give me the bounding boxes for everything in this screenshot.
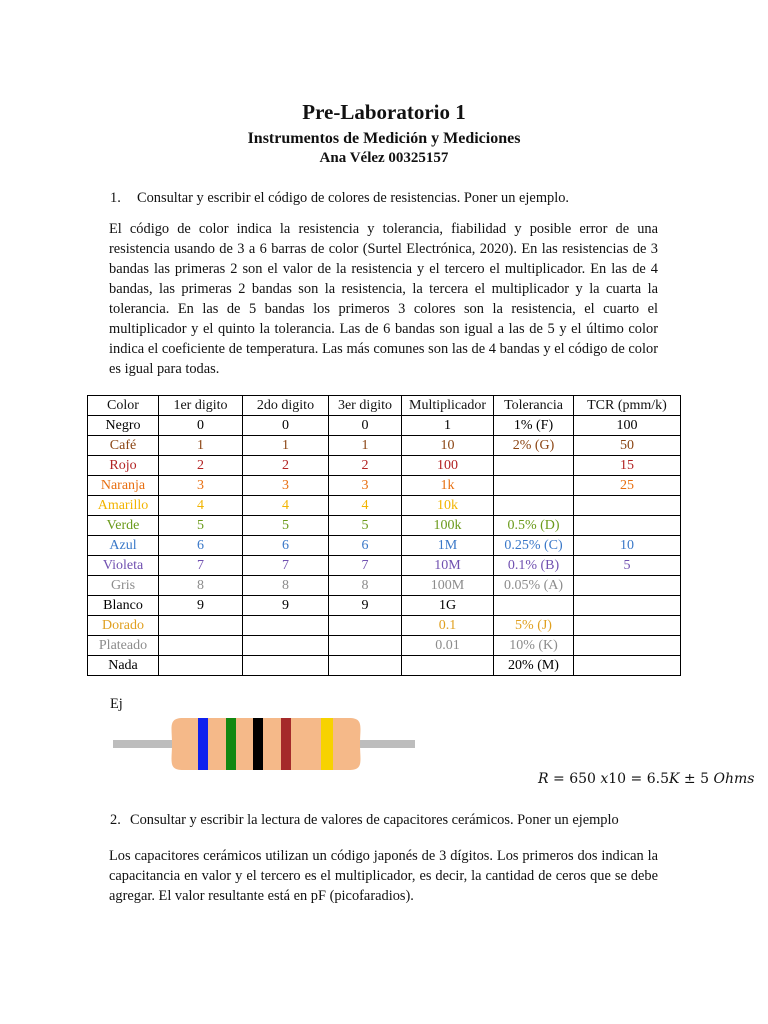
cell-multiplier: 100M xyxy=(402,576,494,596)
cell-digit-1: 4 xyxy=(159,496,243,516)
cell-color: Azul xyxy=(88,536,159,556)
cell-tcr: 10 xyxy=(574,536,681,556)
cell-tolerance: 0.25% (C) xyxy=(494,536,574,556)
cell-tolerance: 5% (J) xyxy=(494,616,574,636)
cell-tcr: 100 xyxy=(574,416,681,436)
cell-digit-1 xyxy=(159,616,243,636)
question-2-text: Consultar y escribir la lectura de valores de capacitores cerámicos. Poner un ejemplo xyxy=(130,812,619,828)
question-1-number: 1. xyxy=(110,190,121,206)
cell-multiplier: 0.1 xyxy=(402,616,494,636)
cell-tcr xyxy=(574,636,681,656)
cell-color: Gris xyxy=(88,576,159,596)
cell-digit-1: 1 xyxy=(159,436,243,456)
cell-tcr: 50 xyxy=(574,436,681,456)
header-tolerance: Tolerancia xyxy=(494,396,574,416)
table-row xyxy=(88,536,681,556)
cell-color: Blanco xyxy=(88,596,159,616)
table-row xyxy=(88,476,681,496)
cell-tcr xyxy=(574,576,681,596)
table-row xyxy=(88,436,681,456)
cell-digit-2: 9 xyxy=(243,596,329,616)
formula-equals-1: = xyxy=(553,771,565,787)
cell-tcr xyxy=(574,496,681,516)
cell-digit-2 xyxy=(243,656,329,676)
cell-digit-1: 0 xyxy=(159,416,243,436)
cell-digit-3: 4 xyxy=(329,496,402,516)
cell-digit-2: 4 xyxy=(243,496,329,516)
cell-color: Café xyxy=(88,436,159,456)
cell-color: Violeta xyxy=(88,556,159,576)
page-title: Pre-Laboratorio 1 xyxy=(302,100,466,124)
color-code-table xyxy=(87,395,681,676)
cell-tolerance: 10% (K) xyxy=(494,636,574,656)
table-row xyxy=(88,616,681,636)
cell-multiplier: 1M xyxy=(402,536,494,556)
cell-digit-3: 1 xyxy=(329,436,402,456)
cell-multiplier: 10M xyxy=(402,556,494,576)
cell-multiplier xyxy=(402,656,494,676)
cell-digit-2: 1 xyxy=(243,436,329,456)
question-1-answer: El código de color indica la resistencia y tolerancia, fiabilidad y posible error de una resistencia usando de 3 a 6 barras de color (Surtel Electrónica, 2020). En las resistencias de 3 bandas las primeras 2 son el valor de la resistencia y el tercero el multiplicador. En las de 4 bandas, las primeras 2 bandas son la resistencia, la tercera el multiplicador y la cuarta la tolerancia. En las de 5 bandas los primeros 3 colores son la resistencia, el cuarto el multiplicador y el quinto la tolerancia. Las de 6 bandas son igual a las de 5 y el último color indica el coeficiente de temperatura. Las más comunes son las de 4 bandas y el código de color es igual para todas. xyxy=(109,221,658,377)
cell-multiplier: 100k xyxy=(402,516,494,536)
cell-digit-3 xyxy=(329,636,402,656)
author-line: Ana Vélez 00325157 xyxy=(319,150,449,166)
cell-tolerance xyxy=(494,456,574,476)
header-digit-2: 2do digito xyxy=(243,396,329,416)
cell-digit-3: 5 xyxy=(329,516,402,536)
formula-result: 6.5 xyxy=(646,771,669,787)
cell-tcr xyxy=(574,616,681,636)
cell-color: Plateado xyxy=(88,636,159,656)
resistor-band-3 xyxy=(253,718,263,770)
cell-color: Negro xyxy=(88,416,159,436)
cell-digit-3: 8 xyxy=(329,576,402,596)
formula-equals-2: = xyxy=(630,771,643,787)
cell-tcr xyxy=(574,596,681,616)
cell-multiplier: 1 xyxy=(402,416,494,436)
cell-digit-2: 3 xyxy=(243,476,329,496)
cell-digit-1: 7 xyxy=(159,556,243,576)
cell-tolerance: 2% (G) xyxy=(494,436,574,456)
cell-digit-1: 3 xyxy=(159,476,243,496)
resistor-band-2 xyxy=(226,718,236,770)
cell-digit-1: 8 xyxy=(159,576,243,596)
cell-digit-2: 7 xyxy=(243,556,329,576)
table-header-row xyxy=(88,396,681,416)
header-digit-1: 1er digito xyxy=(159,396,243,416)
table-row xyxy=(88,516,681,536)
table-row xyxy=(88,576,681,596)
cell-tolerance xyxy=(494,496,574,516)
cell-digit-3: 0 xyxy=(329,416,402,436)
cell-tcr xyxy=(574,516,681,536)
resistor-band-5 xyxy=(321,718,333,770)
table-row xyxy=(88,456,681,476)
cell-digit-3: 3 xyxy=(329,476,402,496)
formula-tolerance: ± 5 xyxy=(683,771,710,787)
cell-color: Rojo xyxy=(88,456,159,476)
cell-digit-3 xyxy=(329,656,402,676)
cell-tcr: 5 xyxy=(574,556,681,576)
question-2 xyxy=(110,812,619,829)
resistor-band-4 xyxy=(281,718,291,770)
resistor-illustration xyxy=(113,712,417,776)
table-row xyxy=(88,596,681,616)
cell-tolerance: 1% (F) xyxy=(494,416,574,436)
cell-digit-2 xyxy=(243,636,329,656)
cell-digit-3 xyxy=(329,616,402,636)
cell-multiplier: 10 xyxy=(402,436,494,456)
cell-color: Dorado xyxy=(88,616,159,636)
header-digit-3: 3er digito xyxy=(329,396,402,416)
formula-r: R xyxy=(538,771,549,787)
cell-tcr: 15 xyxy=(574,456,681,476)
formula-k: K xyxy=(669,771,680,787)
page-subtitle: Instrumentos de Medición y Mediciones xyxy=(247,130,521,147)
header-color: Color xyxy=(88,396,159,416)
cell-color: Verde xyxy=(88,516,159,536)
cell-tolerance xyxy=(494,596,574,616)
cell-color: Amarillo xyxy=(88,496,159,516)
cell-digit-3: 7 xyxy=(329,556,402,576)
cell-digit-3: 6 xyxy=(329,536,402,556)
formula-x: x xyxy=(600,771,609,787)
formula-value: 650 xyxy=(569,771,601,787)
cell-color: Nada xyxy=(88,656,159,676)
cell-multiplier: 10k xyxy=(402,496,494,516)
cell-digit-1: 5 xyxy=(159,516,243,536)
table-row xyxy=(88,416,681,436)
table-row xyxy=(88,556,681,576)
question-1-text: Consultar y escribir el código de colores de resistencias. Poner un ejemplo. xyxy=(137,190,570,206)
formula-unit: Ohms xyxy=(713,771,755,787)
cell-digit-1 xyxy=(159,636,243,656)
cell-digit-2: 8 xyxy=(243,576,329,596)
resistance-formula xyxy=(538,771,754,787)
example-label: Ej xyxy=(110,696,123,712)
cell-digit-1 xyxy=(159,656,243,676)
question-2-number: 2. xyxy=(110,812,121,828)
cell-digit-3: 2 xyxy=(329,456,402,476)
cell-digit-1: 2 xyxy=(159,456,243,476)
question-2-answer: Los capacitores cerámicos utilizan un código japonés de 3 dígitos. Los primeros dos indican la capacitancia en valor y el tercero es el multiplicador, es decir, la cantidad de ceros que se debe agregar. El valor resultante está en pF (picofaradios). xyxy=(109,848,658,904)
cell-tolerance xyxy=(494,476,574,496)
header-multiplier: Multiplicador xyxy=(402,396,494,416)
cell-multiplier: 1k xyxy=(402,476,494,496)
resistor-band-1 xyxy=(198,718,208,770)
cell-digit-3: 9 xyxy=(329,596,402,616)
cell-digit-1: 6 xyxy=(159,536,243,556)
cell-digit-2 xyxy=(243,616,329,636)
cell-tcr: 25 xyxy=(574,476,681,496)
cell-multiplier: 100 xyxy=(402,456,494,476)
cell-multiplier: 0.01 xyxy=(402,636,494,656)
question-1 xyxy=(110,190,569,207)
cell-tolerance: 0.05% (A) xyxy=(494,576,574,596)
cell-digit-1: 9 xyxy=(159,596,243,616)
cell-digit-2: 2 xyxy=(243,456,329,476)
cell-color: Naranja xyxy=(88,476,159,496)
table-row xyxy=(88,496,681,516)
cell-tolerance: 0.1% (B) xyxy=(494,556,574,576)
cell-digit-2: 5 xyxy=(243,516,329,536)
cell-multiplier: 1G xyxy=(402,596,494,616)
header-tcr: TCR (pmm/k) xyxy=(574,396,681,416)
cell-digit-2: 6 xyxy=(243,536,329,556)
table-row xyxy=(88,656,681,676)
formula-ten: 10 xyxy=(608,771,627,787)
cell-tolerance: 0.5% (D) xyxy=(494,516,574,536)
cell-tolerance: 20% (M) xyxy=(494,656,574,676)
cell-digit-2: 0 xyxy=(243,416,329,436)
table-row xyxy=(88,636,681,656)
cell-tcr xyxy=(574,656,681,676)
